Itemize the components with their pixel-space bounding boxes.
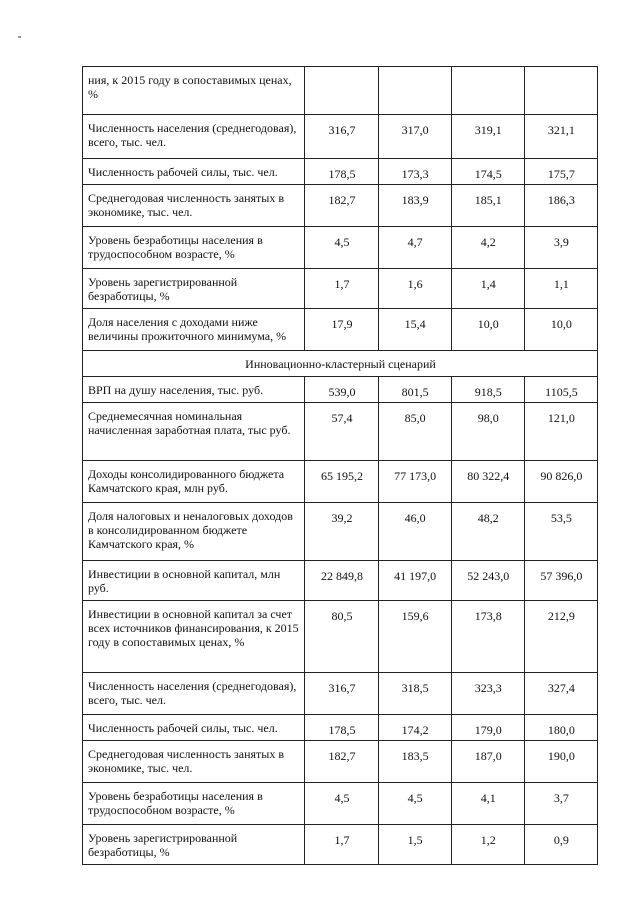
value-cell: 318,5 xyxy=(378,673,451,715)
value-cell: 317,0 xyxy=(378,115,451,159)
value-cell: 4,5 xyxy=(378,783,451,825)
value-cell: 57 396,0 xyxy=(524,561,597,601)
table-row xyxy=(83,159,598,185)
value-cell: 186,3 xyxy=(524,185,597,227)
table-row xyxy=(83,561,598,601)
value-cell: 801,5 xyxy=(378,377,451,403)
value-cell: 98,0 xyxy=(451,403,524,461)
value-cell: 180,0 xyxy=(524,715,597,741)
value-cell: 174,5 xyxy=(451,159,524,185)
table-row xyxy=(83,67,598,115)
value-cell: 1,4 xyxy=(451,269,524,309)
value-cell: 0,9 xyxy=(524,825,597,865)
indicator-label: Уровень зарегистрированной безработицы, % xyxy=(83,269,305,309)
forecast-table xyxy=(82,66,598,865)
value-cell: 1105,5 xyxy=(524,377,597,403)
value-cell: 1,2 xyxy=(451,825,524,865)
value-cell: 80 322,4 xyxy=(451,461,524,503)
value-cell: 10,0 xyxy=(451,309,524,351)
indicator-label: Среднегодовая численность занятых в экономике, тыс. чел. xyxy=(83,741,305,783)
indicator-label: Численность населения (среднегодовая), всего, тыс. чел. xyxy=(83,115,305,159)
value-cell: 183,5 xyxy=(378,741,451,783)
value-cell: 3,7 xyxy=(524,783,597,825)
indicator-label: Уровень безработицы населения в трудоспособном возрасте, % xyxy=(83,227,305,269)
value-cell: 185,1 xyxy=(451,185,524,227)
value-cell: 1,7 xyxy=(305,269,378,309)
value-cell: 321,1 xyxy=(524,115,597,159)
value-cell: 1,7 xyxy=(305,825,378,865)
indicator-label: Численность рабочей силы, тыс. чел. xyxy=(83,159,305,185)
value-cell: 539,0 xyxy=(305,377,378,403)
value-cell: 77 173,0 xyxy=(378,461,451,503)
value-cell: 175,7 xyxy=(524,159,597,185)
value-cell: 183,9 xyxy=(378,185,451,227)
table-row xyxy=(83,185,598,227)
value-cell: 15,4 xyxy=(378,309,451,351)
value-cell: 179,0 xyxy=(451,715,524,741)
indicator-label: Доля населения с доходами ниже величины прожиточного минимума, % xyxy=(83,309,305,351)
value-cell: 17,9 xyxy=(305,309,378,351)
indicator-label: Численность рабочей силы, тыс. чел. xyxy=(83,715,305,741)
value-cell: 41 197,0 xyxy=(378,561,451,601)
value-cell: 4,7 xyxy=(378,227,451,269)
value-cell: 57,4 xyxy=(305,403,378,461)
indicator-label: Уровень безработицы населения в трудоспособном возрасте, % xyxy=(83,783,305,825)
table-row xyxy=(83,461,598,503)
value-cell: 3,9 xyxy=(524,227,597,269)
value-cell: 46,0 xyxy=(378,503,451,561)
table-row xyxy=(83,503,598,561)
value-cell: 22 849,8 xyxy=(305,561,378,601)
value-cell: 53,5 xyxy=(524,503,597,561)
table-row xyxy=(83,673,598,715)
value-cell: 10,0 xyxy=(524,309,597,351)
indicator-label: Доходы консолидированного бюджета Камчатского края, млн руб. xyxy=(83,461,305,503)
value-cell: 316,7 xyxy=(305,115,378,159)
value-cell: 4,2 xyxy=(451,227,524,269)
value-cell xyxy=(451,67,524,115)
value-cell: 121,0 xyxy=(524,403,597,461)
table-row xyxy=(83,783,598,825)
value-cell: 1,1 xyxy=(524,269,597,309)
value-cell: 52 243,0 xyxy=(451,561,524,601)
value-cell: 178,5 xyxy=(305,715,378,741)
indicator-label: Доля налоговых и неналоговых доходов в консолидированном бюджете Камчатского края, % xyxy=(83,503,305,561)
table-row xyxy=(83,227,598,269)
value-cell: 4,5 xyxy=(305,227,378,269)
value-cell: 182,7 xyxy=(305,185,378,227)
value-cell: 187,0 xyxy=(451,741,524,783)
value-cell: 1,5 xyxy=(378,825,451,865)
indicator-label: Численность населения (среднегодовая), всего, тыс. чел. xyxy=(83,673,305,715)
table-row xyxy=(83,601,598,673)
table-row xyxy=(83,309,598,351)
value-cell: 85,0 xyxy=(378,403,451,461)
table-row xyxy=(83,377,598,403)
value-cell: 1,6 xyxy=(378,269,451,309)
indicator-label: Уровень зарегистрированной безработицы, % xyxy=(83,825,305,865)
value-cell xyxy=(305,67,378,115)
indicator-label: ВРП на душу населения, тыс. руб. xyxy=(83,377,305,403)
value-cell: 173,3 xyxy=(378,159,451,185)
value-cell: 90 826,0 xyxy=(524,461,597,503)
value-cell: 159,6 xyxy=(378,601,451,673)
value-cell: 4,5 xyxy=(305,783,378,825)
section-header-row xyxy=(83,351,598,377)
indicator-label: Среднемесячная номинальная начисленная заработная плата, тыс руб. xyxy=(83,403,305,461)
value-cell: 212,9 xyxy=(524,601,597,673)
table-row xyxy=(83,825,598,865)
value-cell: 178,5 xyxy=(305,159,378,185)
scan-artifact xyxy=(18,36,21,38)
value-cell: 327,4 xyxy=(524,673,597,715)
table-row xyxy=(83,403,598,461)
value-cell: 182,7 xyxy=(305,741,378,783)
section-title: Инновационно-кластерный сценарий xyxy=(83,351,598,377)
table-row xyxy=(83,715,598,741)
value-cell: 4,1 xyxy=(451,783,524,825)
value-cell: 319,1 xyxy=(451,115,524,159)
indicator-label: Инвестиции в основной капитал за счет всех источников финансирования, к 2015 году в сопоставимых ценах, % xyxy=(83,601,305,673)
value-cell: 48,2 xyxy=(451,503,524,561)
value-cell xyxy=(524,67,597,115)
value-cell: 65 195,2 xyxy=(305,461,378,503)
value-cell: 174,2 xyxy=(378,715,451,741)
value-cell: 323,3 xyxy=(451,673,524,715)
value-cell: 173,8 xyxy=(451,601,524,673)
indicator-label: Инвестиции в основной капитал, млн руб. xyxy=(83,561,305,601)
indicator-label: ния, к 2015 году в сопоставимых ценах, % xyxy=(83,67,305,115)
value-cell: 316,7 xyxy=(305,673,378,715)
value-cell: 190,0 xyxy=(524,741,597,783)
forecast-table-body xyxy=(83,67,598,865)
value-cell: 918,5 xyxy=(451,377,524,403)
value-cell: 39,2 xyxy=(305,503,378,561)
table-row xyxy=(83,741,598,783)
value-cell xyxy=(378,67,451,115)
value-cell: 80,5 xyxy=(305,601,378,673)
indicator-label: Среднегодовая численность занятых в экономике, тыс. чел. xyxy=(83,185,305,227)
table-row xyxy=(83,269,598,309)
table-row xyxy=(83,115,598,159)
